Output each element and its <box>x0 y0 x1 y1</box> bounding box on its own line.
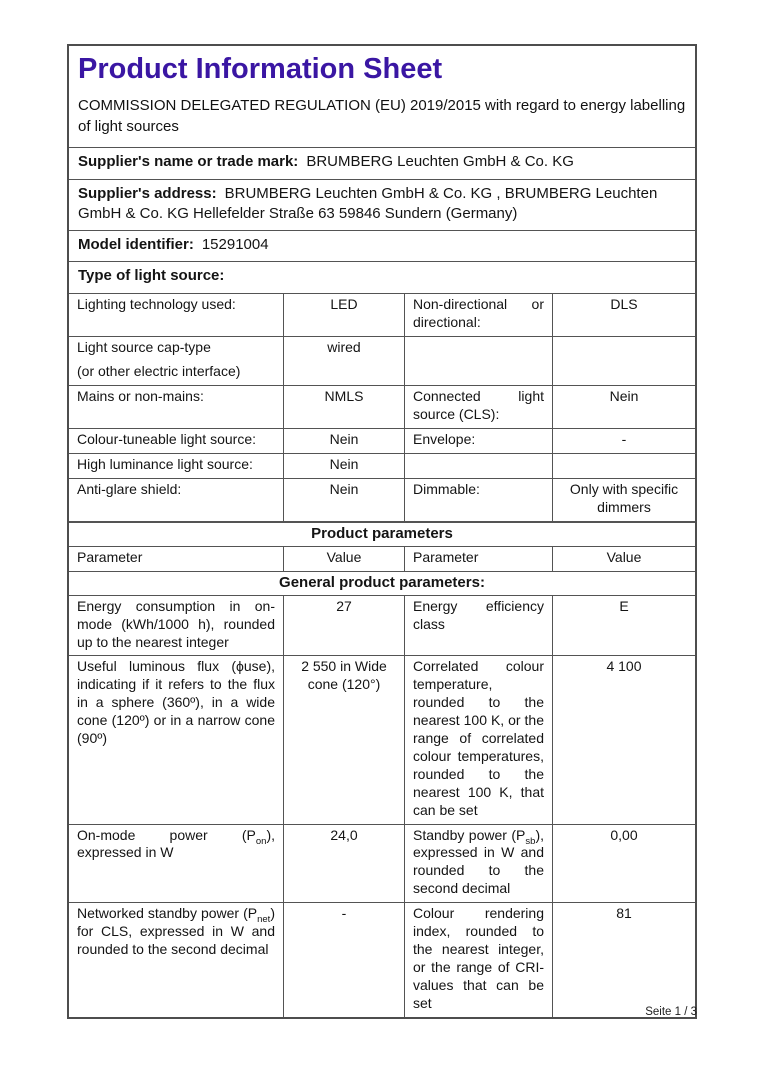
param-row <box>69 596 695 657</box>
spec-label-cell: Light source cap-type (or other electric interface) <box>77 338 241 380</box>
document-header <box>69 46 695 148</box>
info-value: BRUMBERG Leuchten GmbH & Co. KG <box>306 153 574 171</box>
param-label-cell: Energy consumption in on-mode (kWh/1000 h), rounded up to the nearest integer <box>77 597 275 650</box>
spec-value-cell: Only with specific dimmers <box>552 479 695 521</box>
info-row <box>69 262 695 293</box>
param-value-cell: 2 550 in Wide cone (120°) <box>283 656 405 823</box>
spec-label-cell: Dimmable: <box>413 480 480 497</box>
spec-label-cell <box>405 454 552 478</box>
spec-row <box>69 337 695 387</box>
spec-value-cell: DLS <box>552 294 695 336</box>
spec-value-cell <box>552 337 695 386</box>
general-parameters-section <box>69 596 695 1017</box>
param-label-cell: Colour rendering index, rounded to the nearest integer, or the range of CRI-values that can be set <box>413 905 544 1011</box>
page-number: Seite 1 / 3 <box>645 1006 697 1018</box>
spec-value-cell: Nein <box>283 479 405 521</box>
spec-value-cell: LED <box>283 294 405 336</box>
spec-row <box>69 429 695 454</box>
param-label-cell: Correlated colour temperature, rounded to the nearest 100 K, or the range of correlated colour temperatures, rounded to the nearest 100 K, that can be set <box>413 658 544 818</box>
param-value-cell: 4 100 <box>552 656 695 823</box>
param-value-cell: 0,00 <box>552 825 695 903</box>
param-label-cell: Energy efficiency class <box>413 597 544 632</box>
column-header-parameter: Parameter <box>413 548 479 565</box>
column-header-value: Value <box>552 547 695 571</box>
param-value-cell: E <box>552 596 695 656</box>
spec-row <box>69 479 695 522</box>
spec-value-cell: Nein <box>283 454 405 478</box>
spec-label-cell: Non-directional or directional: <box>413 295 544 330</box>
parameter-table-header <box>69 547 695 572</box>
spec-label-cell: Envelope: <box>413 431 476 448</box>
param-label-cell: Useful luminous flux (ϕuse), indicating if it refers to the flux in a sphere (360º), in a wide cone (120º) or in a narrow cone (90º) <box>77 658 275 747</box>
info-value: BRUMBERG Leuchten GmbH & Co. KG , BRUMBERG Leuchten GmbH & Co. KG Hellefelder Straße 63 59846 Sundern (Germany) <box>78 184 658 222</box>
info-row <box>69 180 695 232</box>
spec-label-cell <box>405 337 552 386</box>
spec-label-cell: Anti-glare shield: <box>77 480 182 497</box>
spec-row <box>69 386 695 429</box>
info-label: Model identifier: <box>78 236 194 254</box>
spec-value-cell: - <box>552 429 695 453</box>
info-label: Type of light source: <box>78 267 225 285</box>
param-row <box>69 903 695 1016</box>
spec-label-cell: Connected light source (CLS): <box>413 388 544 423</box>
supplier-info-section <box>69 148 695 293</box>
spec-value-cell: Nein <box>283 429 405 453</box>
light-source-spec-section <box>69 294 695 522</box>
param-value-cell: 24,0 <box>283 825 405 903</box>
param-label-cell: Networked standby power $(P_{net})$ for CLS, expressed in W and rounded to the second decimal <box>77 905 275 958</box>
param-value-cell: 27 <box>283 596 405 656</box>
regulation-subtitle: COMMISSION DELEGATED REGULATION (EU) 2019/2015 with regard to energy labelling of light sources <box>78 96 686 136</box>
param-value-cell: 81 <box>552 903 695 1016</box>
spec-row <box>69 454 695 479</box>
section-header-product-parameters: Product parameters <box>69 522 695 547</box>
page-title: Product Information Sheet <box>78 53 443 85</box>
product-information-table <box>67 44 697 1019</box>
column-header-parameter: Parameter <box>77 548 143 565</box>
spec-label-cell: High luminance light source: <box>77 456 253 473</box>
spec-row <box>69 294 695 337</box>
spec-value-cell <box>552 454 695 478</box>
spec-label-cell: Lighting technology used: <box>77 295 236 312</box>
spec-value-cell: Nein <box>552 386 695 428</box>
param-label-cell: Standby power $(P_{sb})$, expressed in W and rounded to the second decimal <box>413 826 544 897</box>
column-header-value: Value <box>283 547 405 571</box>
info-row <box>69 148 695 179</box>
spec-label-cell: Mains or non-mains: <box>77 388 204 405</box>
spec-value-cell: NMLS <box>283 386 405 428</box>
section-header-general-parameters: General product parameters: <box>69 572 695 596</box>
param-value-cell: - <box>283 903 405 1016</box>
info-row <box>69 231 695 262</box>
param-row <box>69 825 695 904</box>
spec-value-cell: wired <box>283 337 405 386</box>
info-value: 15291004 <box>201 236 269 254</box>
param-label-cell: On-mode power $(P_{on})$, expressed in W <box>77 826 275 861</box>
info-label: Supplier's address: <box>78 184 217 202</box>
spec-label-cell: Colour-tuneable light source: <box>77 431 256 448</box>
param-row <box>69 656 695 824</box>
info-label: Supplier's name or trade mark: <box>78 153 299 171</box>
